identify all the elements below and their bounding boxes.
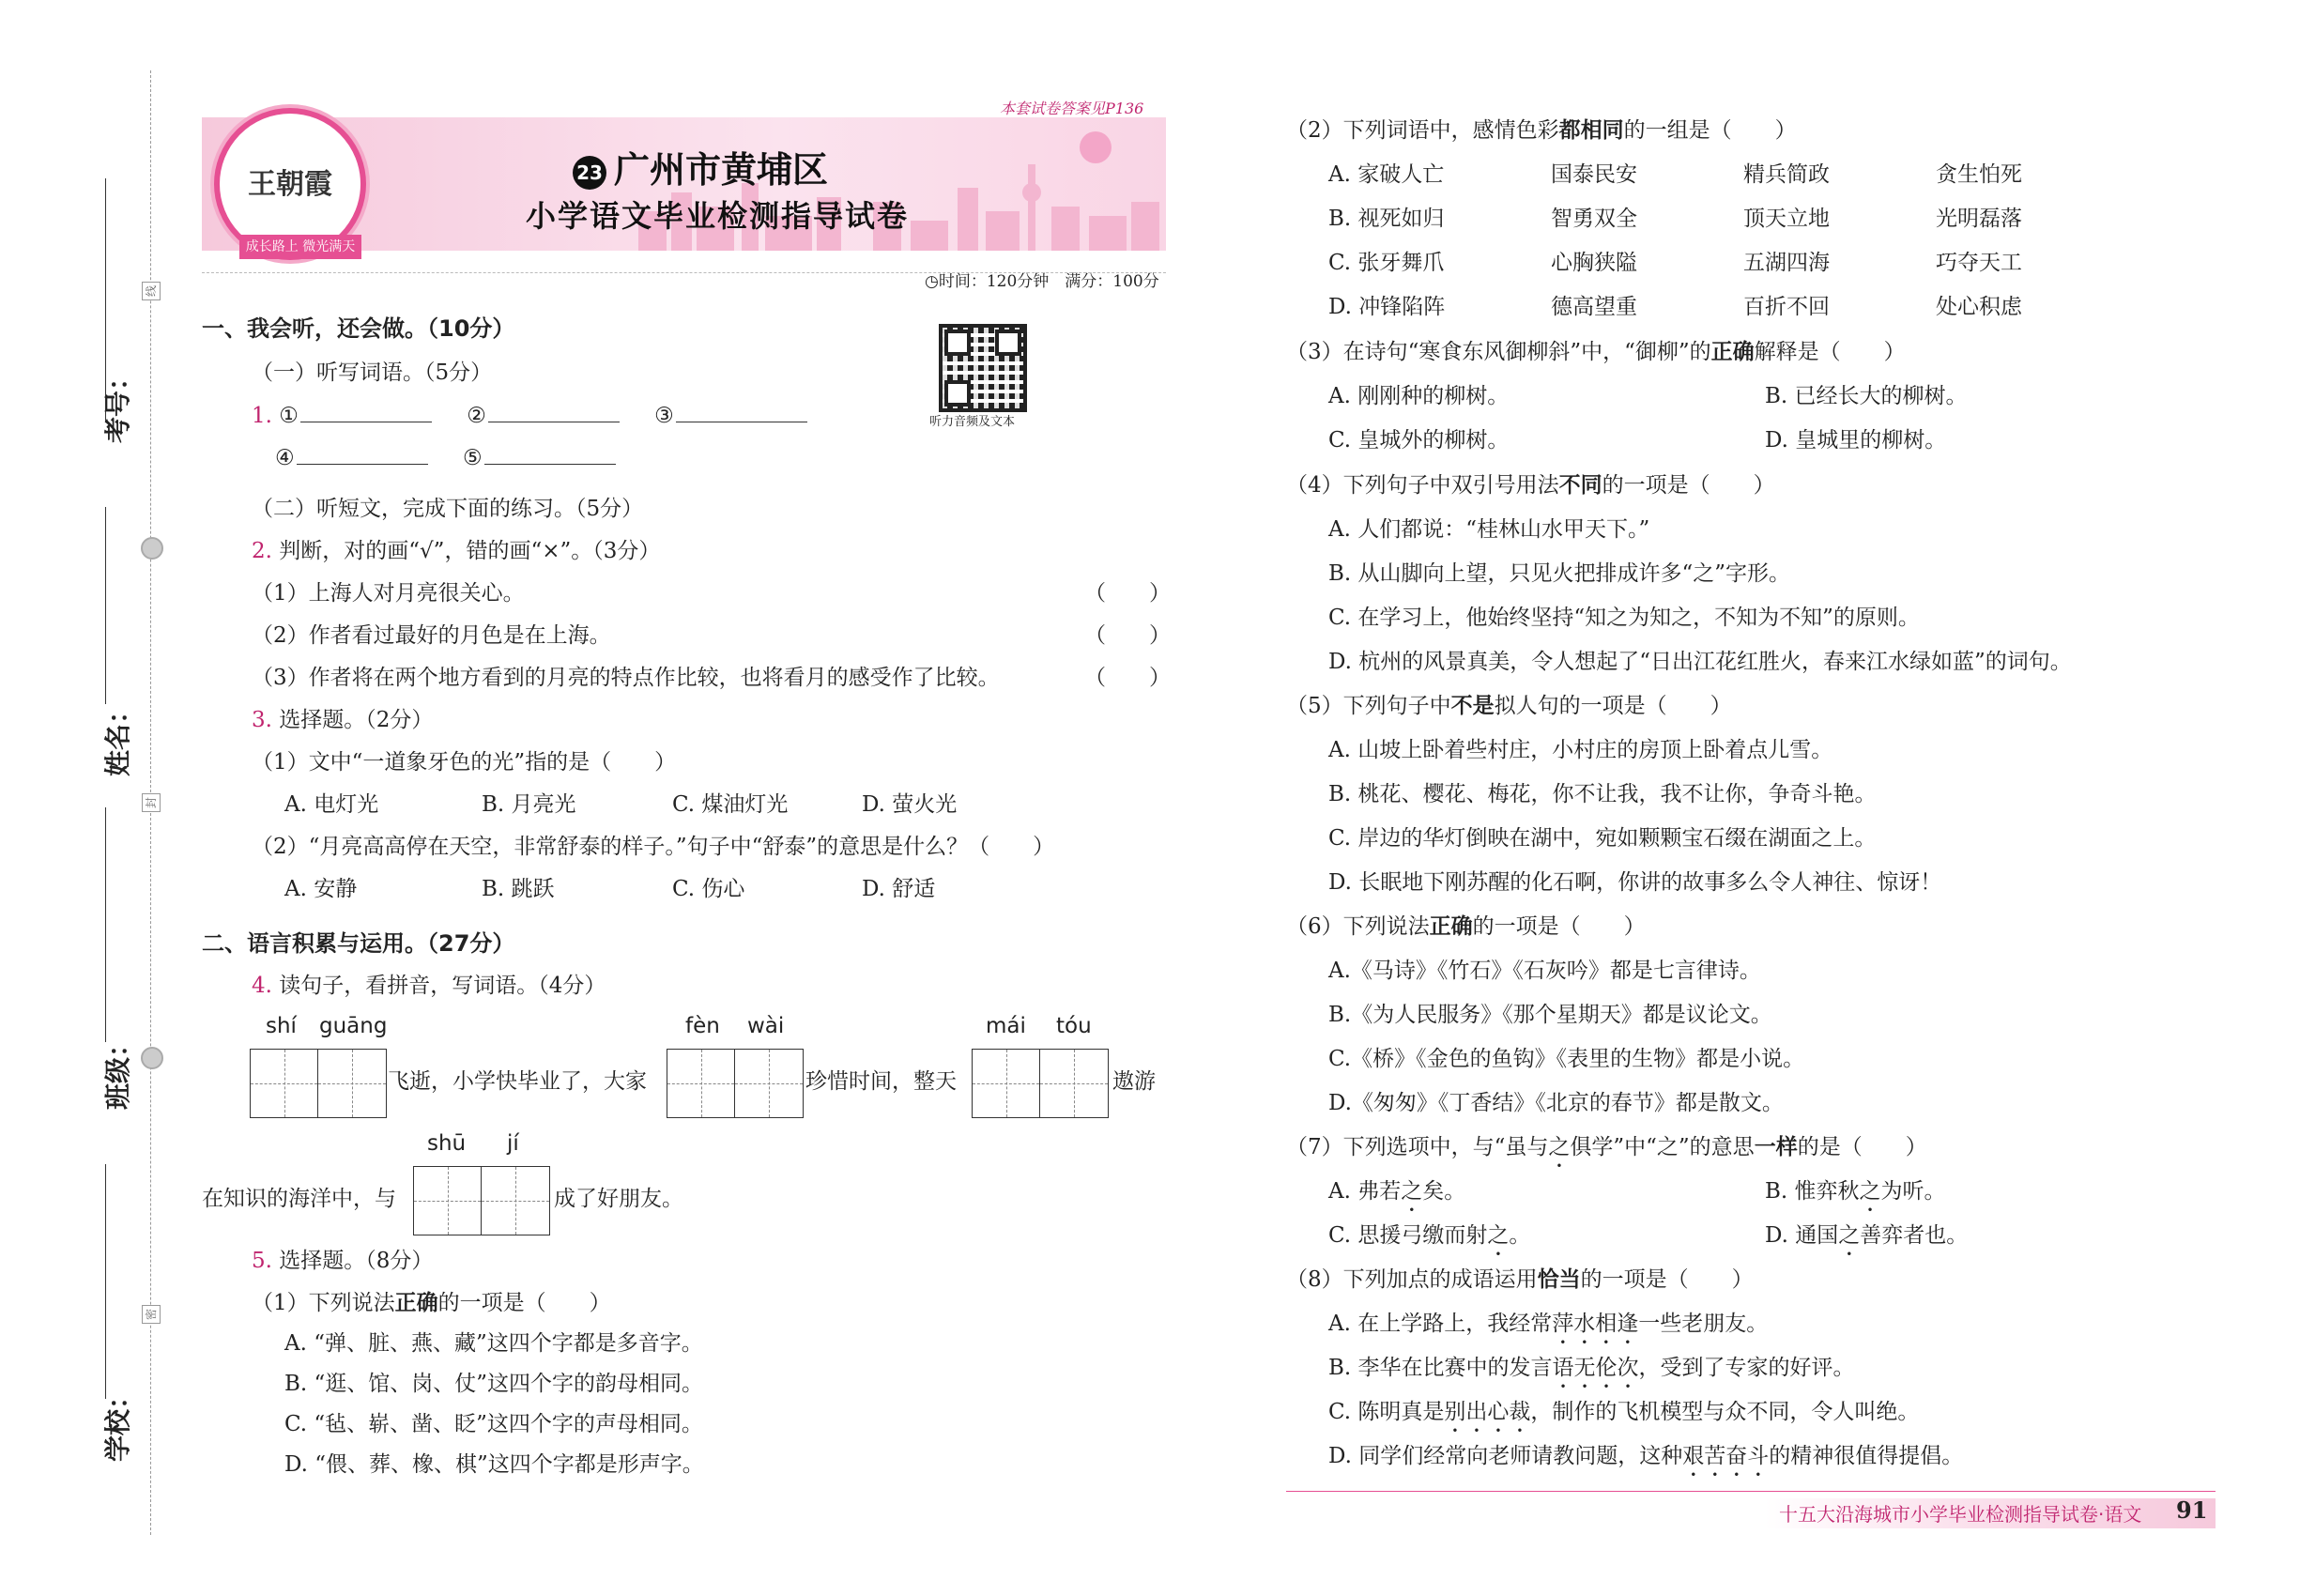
q5-1-post: 的一项是（ ） <box>437 1291 611 1315</box>
q3-2-opt-d[interactable]: D. 舒适 <box>862 877 936 901</box>
q1-number: 1. <box>252 404 272 428</box>
r-q6-opt-d[interactable]: D.《匆匆》《丁香结》《北京的春节》都是散文。 <box>1328 1091 1784 1115</box>
header-divider <box>202 272 1166 273</box>
opt-post: 矣。 <box>1422 1179 1466 1204</box>
logo-name: 王朝霞 <box>248 168 332 201</box>
q1-blank-5[interactable] <box>484 445 616 465</box>
q1-row2 <box>275 444 616 472</box>
opt-dot: 之 <box>1401 1179 1423 1204</box>
r-q2-d4: 处心积虑 <box>1936 295 2022 319</box>
r-q5-bold: 不是 <box>1450 694 1495 718</box>
r-q2-a3: 精兵简政 <box>1743 162 1830 187</box>
opt-pre: D. 通国 <box>1765 1223 1839 1248</box>
q1-mark-3: ③ <box>654 404 674 428</box>
r-q4-opt-d[interactable]: D. 杭州的风景真美，令人想起了“日出江花红胜火，春来江水绿如蓝”的词句。 <box>1328 650 2072 674</box>
opt-post: 。 <box>1509 1223 1531 1248</box>
q5-1-opt-a[interactable]: A. “弹、脏、燕、藏”这四个字都是多音字。 <box>284 1331 703 1356</box>
q5-1-pre: （1）下列说法 <box>252 1291 395 1315</box>
q2-item-1: （1）上海人对月亮很关心。 <box>252 581 525 606</box>
opt-pre: C. 陈明真是 <box>1328 1400 1445 1424</box>
opt-dot: 之 <box>1859 1179 1881 1204</box>
opt-pre: B. 李华在比赛中的发言 <box>1328 1356 1553 1380</box>
q3-1-opt-c[interactable]: C. 煤油灯光 <box>672 792 789 817</box>
r-q7-pre: （7）下列选项中，与“虽与 <box>1286 1135 1549 1159</box>
r-q2-c3: 五湖四海 <box>1743 251 1830 275</box>
q3-2-opt-c[interactable]: C. 伤心 <box>672 877 745 901</box>
q5-number: 5. <box>252 1249 272 1273</box>
cut-mark-line: 线 <box>142 282 161 300</box>
answer-grid-3[interactable] <box>972 1049 1109 1118</box>
opt-dot: 别出心裁 <box>1444 1400 1531 1424</box>
q4-number: 4. <box>252 974 272 998</box>
q3-2-opt-a[interactable]: A. 安静 <box>284 877 358 901</box>
section-2-heading: 二、语言积累与运用。（27分） <box>202 930 515 957</box>
q3-2-opt-b[interactable]: B. 跳跃 <box>482 877 555 901</box>
opt-dot: 之 <box>1487 1223 1510 1248</box>
pinyin: mái <box>986 1014 1026 1038</box>
r-q2-a2: 国泰民安 <box>1551 162 1637 187</box>
q1-blank-1[interactable] <box>300 403 432 422</box>
pinyin: tóu <box>1056 1014 1092 1038</box>
answer-grid-1[interactable] <box>250 1049 387 1118</box>
q5-1-opt-d[interactable]: D. “偎、葬、橡、棋”这四个字都是形声字。 <box>284 1452 704 1477</box>
r-q7 <box>1286 1133 1927 1173</box>
q4-text-1: 飞逝，小学快毕业了，大家 <box>388 1069 647 1094</box>
r-q7-dot: 之 <box>1548 1135 1571 1159</box>
answer-paren[interactable]: （ ） <box>1084 666 1171 690</box>
q3-1: （1）文中“一道象牙色的光”指的是（ ） <box>252 750 677 775</box>
exam-full-score: 满分：100分 <box>1065 272 1159 291</box>
r-q5 <box>1286 692 1732 720</box>
r-q2-b1[interactable]: B. 视死如归 <box>1328 207 1445 231</box>
footer-rule <box>1286 1491 2216 1492</box>
r-q5-opt-a[interactable]: A. 山坡上卧着些村庄，小村庄的房顶上卧着点儿雪。 <box>1328 738 1833 762</box>
footer-text: 十五大沿海城市小学毕业检测指导试卷·语文 <box>1779 1503 2142 1526</box>
r-q4-opt-b[interactable]: B. 从山脚向上望，只见火把排成许多“之”字形。 <box>1328 561 1791 586</box>
exam-number-label: 考号： <box>102 363 134 444</box>
clock-icon: ◷ <box>925 272 939 291</box>
s1-part-b: （二）听短文，完成下面的练习。（5分） <box>252 497 644 521</box>
r-q5-opt-b[interactable]: B. 桃花、樱花、梅花，你不让我，我不让你，争奇斗艳。 <box>1328 782 1877 806</box>
sun-icon <box>141 537 163 560</box>
r-q8-opt-b[interactable] <box>1328 1354 1855 1393</box>
q2 <box>252 537 660 565</box>
r-q2-c2: 心胸狭隘 <box>1551 251 1637 275</box>
r-q2-a1[interactable]: A. 家破人亡 <box>1328 162 1445 187</box>
exam-title <box>573 141 828 192</box>
r-q2-bold: 都相同 <box>1558 118 1624 143</box>
q3-1-opt-a[interactable]: A. 电灯光 <box>284 792 379 817</box>
r-q2-c1[interactable]: C. 张牙舞爪 <box>1328 251 1445 275</box>
cut-mark-seal: 封 <box>142 793 161 812</box>
q3-number: 3. <box>252 708 272 732</box>
q5-1 <box>252 1289 611 1317</box>
q1-mark-2: ② <box>467 404 486 428</box>
q5 <box>252 1247 433 1275</box>
opt-pre: C. 思援弓缴而射 <box>1328 1223 1488 1248</box>
s1-part-a: （一）听写词语。（5分） <box>252 361 493 385</box>
r-q8-opt-a[interactable] <box>1328 1310 1768 1349</box>
r-q8-post: 的一项是（ ） <box>1580 1267 1754 1292</box>
q4-text: 读句子，看拼音，写词语。（4分） <box>279 974 606 998</box>
opt-post: 一些老朋友。 <box>1638 1312 1769 1336</box>
q3-1-opt-b[interactable]: B. 月亮光 <box>482 792 576 817</box>
r-q2-c4: 巧夺天工 <box>1936 251 2022 275</box>
opt-pre: D. 同学们经常向老师请教问题，这种 <box>1328 1444 1683 1468</box>
r-q4-post: 的一项是（ ） <box>1602 473 1775 498</box>
opt-post: ，制作的飞机模型与众不同，令人叫绝。 <box>1530 1400 1920 1424</box>
opt-dot: 艰苦奋斗 <box>1682 1444 1770 1468</box>
r-q3-opt-d[interactable]: D. 皇城里的柳树。 <box>1765 428 1947 453</box>
q1-mark-5: ⑤ <box>462 446 483 470</box>
r-q4 <box>1286 471 1775 499</box>
r-q5-opt-d[interactable]: D. 长眠地下刚苏醒的化石啊，你讲的故事多么令人神往、惊讶！ <box>1328 870 1942 895</box>
exam-meta <box>925 268 1159 291</box>
r-q7-opt-b[interactable] <box>1765 1177 1946 1217</box>
r-q4-pre: （4）下列句子中双引号用法 <box>1286 473 1559 498</box>
opt-pre: A. 弗若 <box>1328 1179 1402 1204</box>
section-1-heading: 一、我会听，还会做。（10分） <box>202 315 515 342</box>
r-q2-d1[interactable]: D. 冲锋陷阵 <box>1328 295 1446 319</box>
q2-item-2: （2）作者看过最好的月色是在上海。 <box>252 623 611 648</box>
exam-region: 广州市黄埔区 <box>614 149 829 191</box>
q3 <box>252 706 433 734</box>
logo-ribbon: 成长路上 微光满天 <box>239 235 361 259</box>
r-q5-post: 拟人句的一项是（ ） <box>1494 694 1732 718</box>
opt-pre: B. 惟弈秋 <box>1765 1179 1860 1204</box>
r-q3-bold: 正确 <box>1710 340 1755 364</box>
q4 <box>252 972 606 1000</box>
r-q2-a4: 贪生怕死 <box>1936 162 2022 187</box>
opt-dot: 语无伦次 <box>1552 1356 1639 1380</box>
opt-post: 为听。 <box>1880 1179 1946 1204</box>
opt-dot: 萍水相逢 <box>1552 1312 1639 1336</box>
answer-note: 本套试卷答案见P136 <box>1000 100 1144 117</box>
r-q3-opt-a[interactable]: A. 刚刚种的柳树。 <box>1328 384 1510 408</box>
r-q4-bold: 不同 <box>1558 473 1602 498</box>
q4-text-5: 成了好朋友。 <box>554 1187 683 1211</box>
r-q7-opt-d[interactable] <box>1765 1221 1968 1261</box>
r-q6-bold: 正确 <box>1429 914 1473 939</box>
q3-1-opt-d[interactable]: D. 萤火光 <box>862 792 958 817</box>
cut-mark-secret: 密 <box>142 1305 161 1324</box>
moon-icon <box>1080 131 1112 163</box>
exam-time: 时间：120分钟 <box>938 272 1050 291</box>
r-q6-pre: （6）下列说法 <box>1286 914 1430 939</box>
q3-text: 选择题。（2分） <box>279 708 434 732</box>
r-q6-opt-a[interactable]: A.《马诗》《竹石》《石灰吟》都是七言律诗。 <box>1328 959 1761 983</box>
r-q3-opt-c[interactable]: C. 皇城外的柳树。 <box>1328 428 1510 453</box>
school-line <box>105 1164 106 1399</box>
answer-paren[interactable]: （ ） <box>1084 623 1171 648</box>
qr-caption: 听力音频及文本 <box>929 415 1016 429</box>
name-line <box>105 507 106 704</box>
r-q8-opt-c[interactable] <box>1328 1398 1919 1437</box>
q1-mark-1: ① <box>279 404 299 428</box>
q2-text: 判断，对的画“√”，错的画“×”。（3分） <box>279 539 661 563</box>
r-q6 <box>1286 913 1646 941</box>
r-q7-mid: 俱学”中“之”的意思 <box>1570 1135 1755 1159</box>
r-q2-b3: 顶天立地 <box>1743 207 1830 231</box>
r-q2-d2: 德高望重 <box>1551 295 1637 319</box>
r-q2-b4: 光明磊落 <box>1936 207 2022 231</box>
class-label: 班级： <box>102 1030 134 1111</box>
r-q3-pre: （3）在诗句“寒食东风御柳斜”中，“御柳”的 <box>1286 340 1711 364</box>
pinyin: shū <box>427 1131 467 1156</box>
q1-row1 <box>252 402 807 430</box>
r-q3-post: 解释是（ ） <box>1754 340 1906 364</box>
opt-post: 善弈者也。 <box>1860 1223 1969 1248</box>
pinyin: shí <box>266 1014 297 1038</box>
opt-dot: 之 <box>1838 1223 1861 1248</box>
r-q6-opt-b[interactable]: B.《为人民服务》《那个星期天》都是议论文。 <box>1328 1003 1772 1027</box>
qr-code[interactable] <box>939 324 1027 412</box>
q1-blank-3[interactable] <box>676 403 807 422</box>
pinyin: jí <box>507 1131 519 1156</box>
r-q2-post: 的一组是（ ） <box>1623 118 1797 143</box>
q1-blank-4[interactable] <box>297 445 428 465</box>
opt-pre: A. 在上学路上，我经常 <box>1328 1312 1553 1336</box>
r-q2 <box>1286 116 1797 145</box>
q3-2: （2）“月亮高高停在天空，非常舒泰的样子。”句子中“舒泰”的意思是什么？（ ） <box>252 835 1055 859</box>
q4-text-3: 遨游 <box>1112 1069 1156 1094</box>
school-label: 学校： <box>102 1382 134 1463</box>
r-q3-opt-b[interactable]: B. 已经长大的柳树。 <box>1765 384 1968 408</box>
r-q5-opt-c[interactable]: C. 岸边的华灯倒映在湖中，宛如颗颗宝石缀在湖面之上。 <box>1328 826 1877 851</box>
opt-post: 的精神很值得提倡。 <box>1769 1444 1964 1468</box>
q5-1-opt-b[interactable]: B. “逛、馆、岗、仗”这四个字的韵母相同。 <box>284 1372 704 1396</box>
class-line <box>105 807 106 1042</box>
r-q3 <box>1286 338 1906 366</box>
r-q6-post: 的一项是（ ） <box>1472 914 1646 939</box>
exam-subtitle: 小学语文毕业检测指导试卷 <box>526 198 910 234</box>
q2-number: 2. <box>252 539 272 563</box>
q2-item-3: （3）作者将在两个地方看到的月亮的特点作比较，也将看月的感受作了比较。 <box>252 666 1000 690</box>
page-number: 91 <box>2176 1496 2208 1524</box>
r-q7-opt-c[interactable] <box>1328 1221 1530 1261</box>
r-q2-d3: 百折不回 <box>1743 295 1830 319</box>
sun-icon-2 <box>141 1047 163 1069</box>
answer-paren[interactable]: （ ） <box>1084 581 1171 606</box>
q1-blank-2[interactable] <box>488 403 620 422</box>
exam-number-badge: 23 <box>573 156 606 190</box>
r-q4-opt-c[interactable]: C. 在学习上，他始终坚持“知之为知之，不知为不知”的原则。 <box>1328 606 1920 630</box>
r-q8-opt-d[interactable] <box>1328 1442 1963 1481</box>
name-label: 姓名： <box>102 697 134 777</box>
q1-mark-4: ④ <box>275 446 295 470</box>
r-q8-pre: （8）下列加点的成语运用 <box>1286 1267 1538 1292</box>
pinyin: guāng <box>319 1014 388 1038</box>
r-q2-b2: 智勇双全 <box>1551 207 1637 231</box>
r-q4-opt-a[interactable]: A. 人们都说：“桂林山水甲天下。” <box>1328 517 1650 542</box>
answer-grid-2[interactable] <box>667 1049 804 1118</box>
r-q7-bold: 一样 <box>1754 1135 1798 1159</box>
q5-1-bold: 正确 <box>394 1291 438 1315</box>
r-q5-pre: （5）下列句子中 <box>1286 694 1451 718</box>
r-q2-pre: （2）下列词语中，感情色彩 <box>1286 118 1559 143</box>
q4-text-4: 在知识的海洋中，与 <box>202 1187 396 1211</box>
q4-text-2: 珍惜时间，整天 <box>805 1069 957 1094</box>
r-q8 <box>1286 1266 1754 1294</box>
q5-text: 选择题。（8分） <box>279 1249 434 1273</box>
pinyin: fèn <box>685 1014 720 1038</box>
r-q7-post: 的是（ ） <box>1797 1135 1927 1159</box>
r-q8-bold: 恰当 <box>1537 1267 1581 1292</box>
q5-1-opt-c[interactable]: C. “毡、崭、凿、眨”这四个字的声母相同。 <box>284 1412 703 1436</box>
opt-post: ，受到了专家的好评。 <box>1638 1356 1855 1380</box>
r-q7-opt-a[interactable] <box>1328 1177 1465 1217</box>
r-q6-opt-c[interactable]: C.《桥》《金色的鱼钩》《表里的生物》都是小说。 <box>1328 1047 1805 1071</box>
pinyin: wài <box>747 1014 785 1038</box>
answer-grid-4[interactable] <box>413 1166 550 1235</box>
